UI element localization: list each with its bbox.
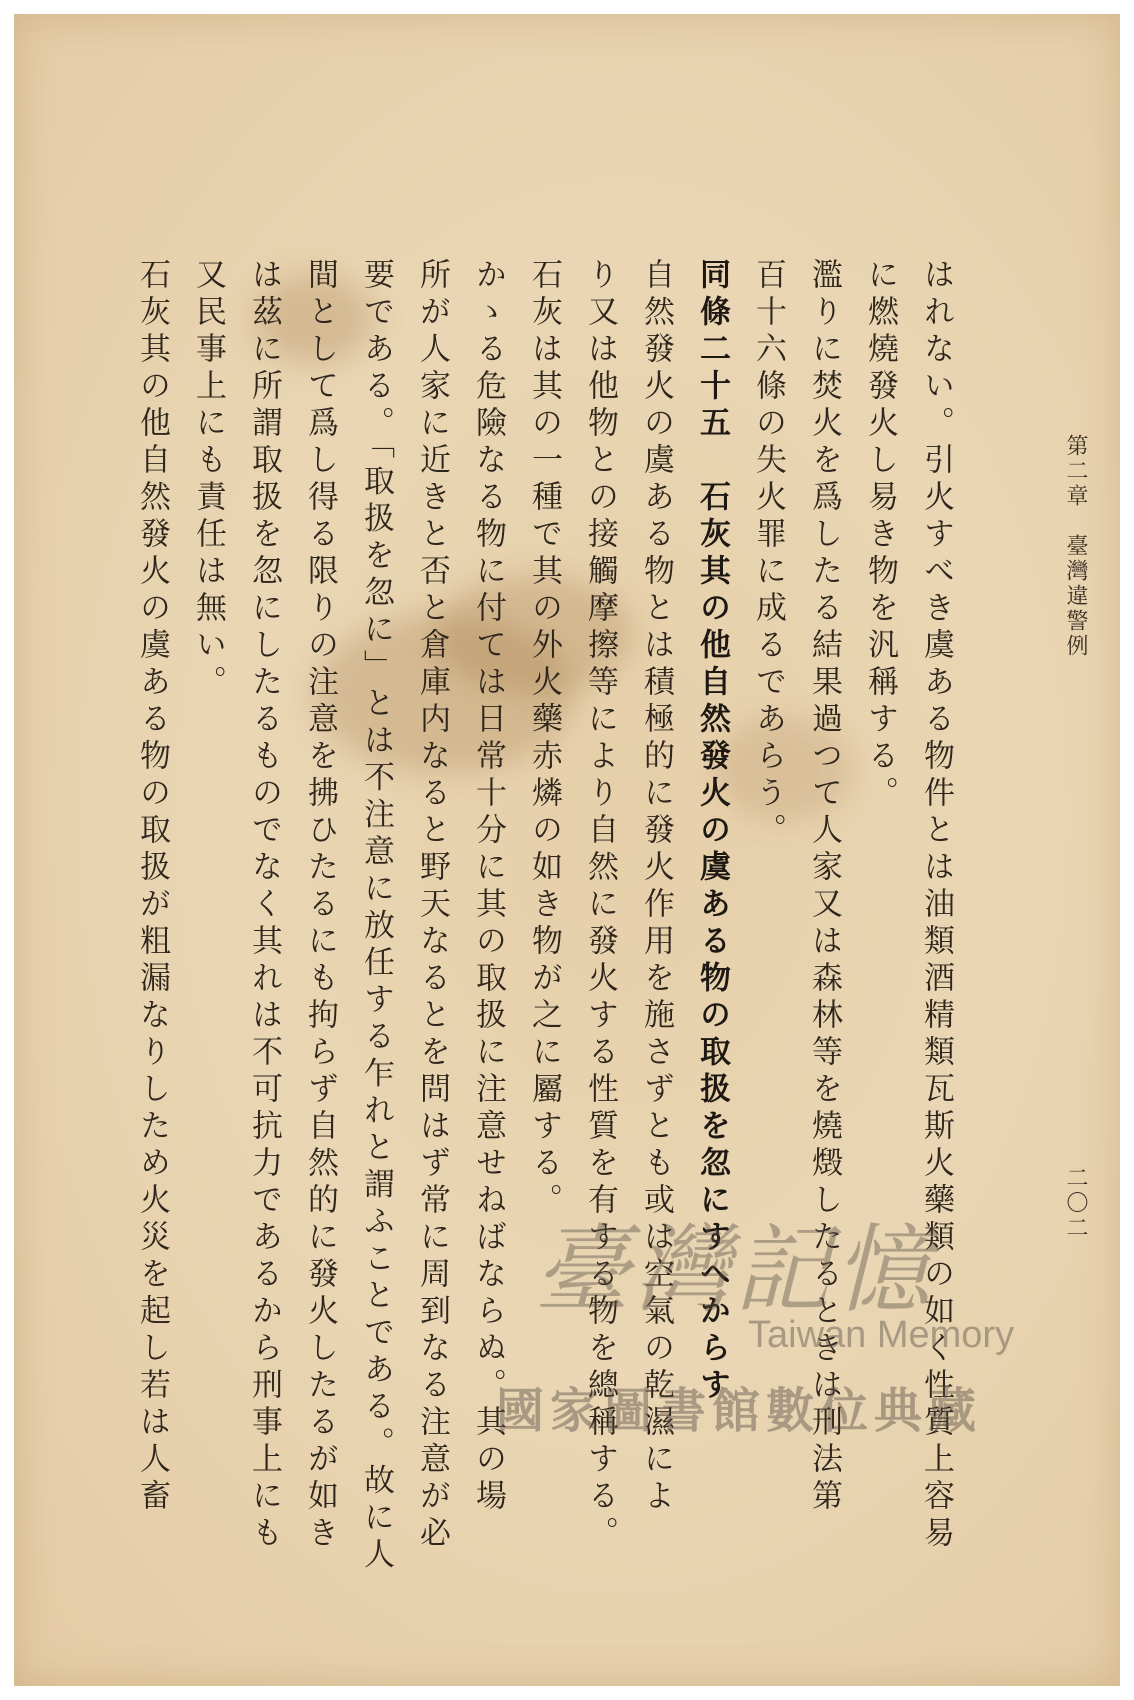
watermark-logo: 臺灣記憶 [534, 1214, 934, 1326]
watermark [496, 1194, 1015, 1444]
text-column: 要である。「取扱を忽に」とは不注意に放任する乍れと謂ふことである。故に人 [358, 258, 394, 1575]
text-column: かゝる危險なる物に付ては日常十分に其の取扱に注意せねばならぬ。其の場 [470, 258, 506, 1516]
text-column: 石灰其の他自然發火の虞ある物の取扱が粗漏なりしため火災を起し若は人畜 [134, 258, 170, 1516]
text-column: 又民事上にも責任は無い。 [190, 258, 226, 702]
text-column: 百十六條の失火罪に成るであらう。 [750, 258, 786, 850]
text-column: はれない。引火すべき虞ある物件とは油類酒精類瓦斯火藥類の如く性質上容易 [918, 258, 954, 1553]
text-column: に燃燒發火し易き物を汎稱する。 [862, 258, 898, 813]
text-column: 石灰は其の一種で其の外火藥赤燐の如き物が之に屬する。 [526, 258, 562, 1220]
text-column: 濫りに焚火を爲したる結果過つて人家又は森林等を燒燬したるときは刑法第 [806, 258, 842, 1516]
text-column: 自然發火の虞ある物とは積極的に發火作用を施さずとも或は空氣の乾濕によ [638, 258, 674, 1516]
watermark-english: Taiwan Memory [748, 1314, 1015, 1356]
text-column: り又は他物との接觸摩擦等により自然に發火する性質を有する物を總稱する。 [582, 258, 618, 1553]
watermark-library: 國家圖書館數位典藏 [496, 1385, 983, 1438]
text-column: は茲に所謂取扱を忽にしたるものでなく其れは不可抗力であるから刑事上にも [246, 258, 282, 1553]
text-column: 間として爲し得る限りの注意を拂ひたるにも拘らず自然的に發火したるが如き [302, 258, 338, 1553]
text-column: 同條二十五 石灰其の他自然發火の虞ある物の取扱を忽にすへからす [694, 258, 730, 1405]
text-column: 所が人家に近きと否と倉庫内なると野天なるとを問はず常に周到なる注意が必 [414, 258, 450, 1553]
book-page [14, 14, 1120, 1686]
page-number: 二〇二 [1063, 1166, 1088, 1241]
chapter-header: 第二章 臺灣違警例 [1063, 434, 1088, 659]
